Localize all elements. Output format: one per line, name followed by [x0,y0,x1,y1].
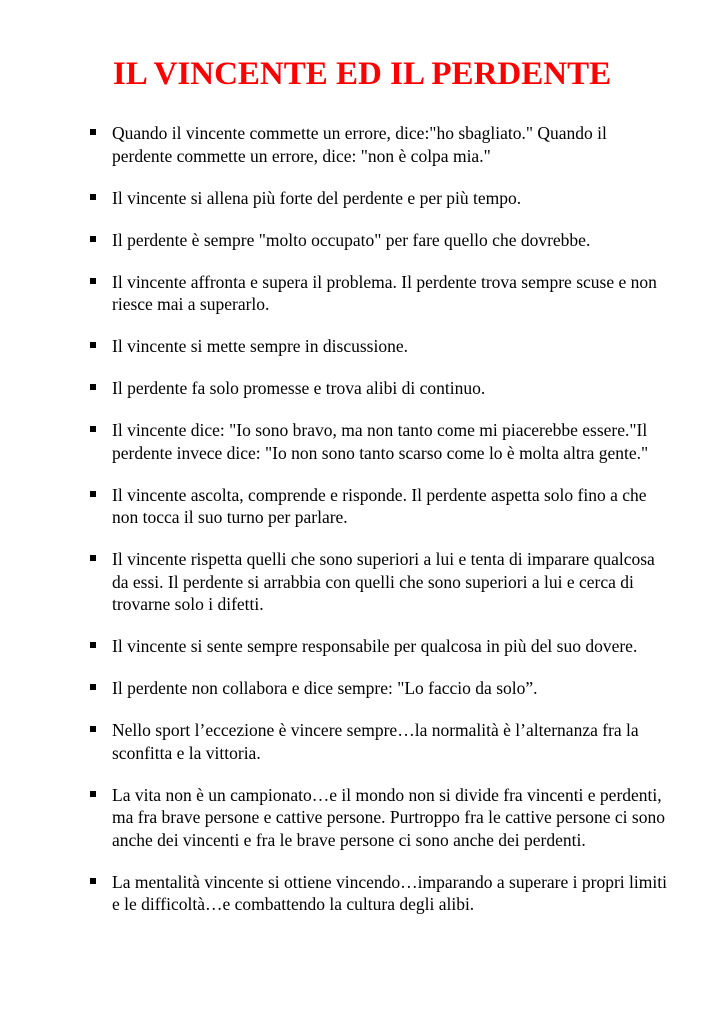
square-bullet-icon [90,878,96,884]
square-bullet-icon [90,342,96,348]
list-item [88,229,668,252]
list-item-text: Il vincente dice: "Io sono bravo, ma non tanto come mi piacerebbe essere."Il perdente invece dice: "Io non sono tanto scarso come lo è molta altra gente." [112,420,649,463]
list-item-text: La vita non è un campionato…e il mondo non si divide fra vincenti e perdenti, ma fra brave persone e cattive persone. Purtroppo fra le cattive persone ci sono anche dei vincenti e fra le brave persone ci sono anche dei perdenti. [112,784,665,850]
list-item [88,871,668,916]
list-item [88,635,668,658]
square-bullet-icon [90,726,96,732]
list-item [88,419,668,464]
list-item-text: Nello sport l’eccezione è vincere sempre…la normalità è l’alternanza fra la sconfitta e la vittoria. [112,720,639,763]
list-item [88,122,668,167]
square-bullet-icon [90,129,96,135]
list-item-text: Il vincente si sente sempre responsabile per qualcosa in più del suo dovere. [112,636,638,656]
square-bullet-icon [90,642,96,648]
list-item-text: Quando il vincente commette un errore, dice:"ho sbagliato." Quando il perdente commette un errore, dice: "non è colpa mia." [112,123,607,166]
list-item-text: Il vincente si allena più forte del perdente e per più tempo. [112,187,522,208]
list-item [88,677,668,700]
square-bullet-icon [90,791,96,797]
bullet-list [88,122,668,935]
list-item [88,719,668,764]
list-item [88,784,668,852]
square-bullet-icon [90,384,96,390]
list-item-text: Il vincente ascolta, comprende e risponde. Il perdente aspetta solo fino a che non tocca il suo turno per parlare. [112,484,647,527]
list-item-text: Il perdente fa solo promesse e trova alibi di continuo. [112,378,486,398]
square-bullet-icon [90,555,96,561]
list-item [88,187,668,210]
list-item [88,335,668,358]
list-item [88,377,668,400]
square-bullet-icon [90,278,96,284]
square-bullet-icon [90,194,96,200]
list-item-text: Il perdente non collabora e dice sempre: "Lo faccio da solo”. [112,678,538,698]
list-item-text: Il perdente è sempre "molto occupato" per fare quello che dovrebbe. [112,229,591,250]
square-bullet-icon [90,684,96,690]
list-item-text: La mentalità vincente si ottiene vincendo…imparando a superare i propri limiti e le difficoltà…e combattendo la cultura degli alibi. [112,871,667,914]
list-item [88,484,668,529]
document-title: IL VINCENTE ED IL PERDENTE [112,56,612,92]
square-bullet-icon [90,491,96,497]
list-item-text: Il vincente rispetta quelli che sono superiori a lui e tenta di imparare qualcosa da essi. Il perdente si arrabbia con quelli che sono superiori a lui e cerca di trovarne solo i difetti. [112,549,655,614]
list-item-text: Il vincente si mette sempre in discussione. [112,336,408,356]
square-bullet-icon [90,236,96,242]
square-bullet-icon [90,426,96,432]
list-item-text: Il vincente affronta e supera il problema. Il perdente trova sempre scuse e non riesce mai a superarlo. [112,271,657,314]
list-item [88,271,668,316]
list-item [88,548,668,616]
